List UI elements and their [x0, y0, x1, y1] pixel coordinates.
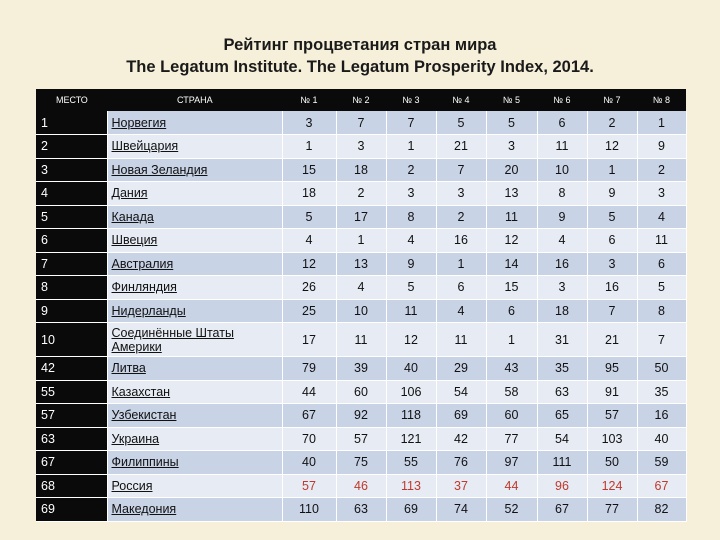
criterion-7-cell: 2	[587, 111, 637, 135]
criterion-2-cell: 92	[336, 404, 386, 428]
header-criterion-2: № 2	[336, 89, 386, 111]
criterion-1-cell: 25	[282, 299, 336, 323]
criterion-7-cell: 5	[587, 205, 637, 229]
rank-cell: 6	[36, 229, 107, 253]
criterion-1-cell: 26	[282, 276, 336, 300]
criterion-7-cell: 103	[587, 427, 637, 451]
table-row	[36, 158, 686, 182]
criterion-3-cell: 1	[386, 135, 436, 159]
criterion-8-cell: 35	[637, 380, 686, 404]
criterion-4-cell: 11	[436, 323, 486, 357]
criterion-1-cell: 70	[282, 427, 336, 451]
criterion-6-cell: 111	[537, 451, 587, 475]
criterion-6-cell: 10	[537, 158, 587, 182]
criterion-1-cell: 12	[282, 252, 336, 276]
table-row	[36, 498, 686, 522]
criterion-6-cell: 54	[537, 427, 587, 451]
criterion-8-cell: 67	[637, 474, 686, 498]
criterion-3-cell: 5	[386, 276, 436, 300]
criterion-4-cell: 76	[436, 451, 486, 475]
criterion-2-cell: 57	[336, 427, 386, 451]
criterion-5-cell: 58	[486, 380, 537, 404]
criterion-2-cell: 10	[336, 299, 386, 323]
country-link[interactable]: Норвегия	[107, 111, 282, 135]
criterion-6-cell: 31	[537, 323, 587, 357]
criterion-3-cell: 4	[386, 229, 436, 253]
criterion-1-cell: 17	[282, 323, 336, 357]
country-link[interactable]: Соединённые Штаты Америки	[107, 323, 282, 357]
table-row	[36, 357, 686, 381]
criterion-4-cell: 4	[436, 299, 486, 323]
table-row	[36, 182, 686, 206]
criterion-2-cell: 2	[336, 182, 386, 206]
country-link[interactable]: Австралия	[107, 252, 282, 276]
title-line-1: Рейтинг процветания стран мира	[223, 36, 497, 54]
criterion-8-cell: 4	[637, 205, 686, 229]
criterion-8-cell: 50	[637, 357, 686, 381]
rank-cell: 7	[36, 252, 107, 276]
criterion-1-cell: 44	[282, 380, 336, 404]
rank-cell: 67	[36, 451, 107, 475]
table-row	[36, 427, 686, 451]
criterion-8-cell: 40	[637, 427, 686, 451]
criterion-6-cell: 11	[537, 135, 587, 159]
criterion-1-cell: 110	[282, 498, 336, 522]
criterion-5-cell: 11	[486, 205, 537, 229]
criterion-7-cell: 9	[587, 182, 637, 206]
criterion-5-cell: 44	[486, 474, 537, 498]
criterion-5-cell: 77	[486, 427, 537, 451]
country-link[interactable]: Дания	[107, 182, 282, 206]
table-row	[36, 252, 686, 276]
criterion-1-cell: 67	[282, 404, 336, 428]
header-country: СТРАНА	[107, 89, 282, 111]
criterion-5-cell: 13	[486, 182, 537, 206]
criterion-1-cell: 3	[282, 111, 336, 135]
criterion-5-cell: 3	[486, 135, 537, 159]
table-row	[36, 404, 686, 428]
criterion-3-cell: 11	[386, 299, 436, 323]
criterion-6-cell: 63	[537, 380, 587, 404]
criterion-6-cell: 16	[537, 252, 587, 276]
criterion-6-cell: 3	[537, 276, 587, 300]
criterion-8-cell: 59	[637, 451, 686, 475]
criterion-4-cell: 3	[436, 182, 486, 206]
criterion-4-cell: 5	[436, 111, 486, 135]
criterion-8-cell: 16	[637, 404, 686, 428]
criterion-2-cell: 1	[336, 229, 386, 253]
criterion-1-cell: 1	[282, 135, 336, 159]
criterion-3-cell: 2	[386, 158, 436, 182]
criterion-6-cell: 6	[537, 111, 587, 135]
criterion-3-cell: 106	[386, 380, 436, 404]
criterion-7-cell: 21	[587, 323, 637, 357]
criterion-3-cell: 55	[386, 451, 436, 475]
country-link[interactable]: Канада	[107, 205, 282, 229]
criterion-2-cell: 13	[336, 252, 386, 276]
header-criterion-8: № 8	[637, 89, 686, 111]
criterion-7-cell: 91	[587, 380, 637, 404]
rank-cell: 4	[36, 182, 107, 206]
country-link[interactable]: Македония	[107, 498, 282, 522]
criterion-4-cell: 69	[436, 404, 486, 428]
criterion-3-cell: 118	[386, 404, 436, 428]
criterion-6-cell: 67	[537, 498, 587, 522]
criterion-1-cell: 5	[282, 205, 336, 229]
criterion-5-cell: 52	[486, 498, 537, 522]
criterion-8-cell: 9	[637, 135, 686, 159]
criterion-7-cell: 12	[587, 135, 637, 159]
criterion-3-cell: 3	[386, 182, 436, 206]
criterion-5-cell: 43	[486, 357, 537, 381]
criterion-8-cell: 82	[637, 498, 686, 522]
table-row	[36, 135, 686, 159]
criterion-4-cell: 54	[436, 380, 486, 404]
country-link[interactable]: Филиппины	[107, 451, 282, 475]
criterion-3-cell: 12	[386, 323, 436, 357]
criterion-7-cell: 6	[587, 229, 637, 253]
criterion-5-cell: 5	[486, 111, 537, 135]
criterion-8-cell: 8	[637, 299, 686, 323]
rank-cell: 10	[36, 323, 107, 357]
criterion-2-cell: 4	[336, 276, 386, 300]
criterion-6-cell: 18	[537, 299, 587, 323]
criterion-7-cell: 77	[587, 498, 637, 522]
rank-cell: 2	[36, 135, 107, 159]
rank-cell: 55	[36, 380, 107, 404]
criterion-7-cell: 7	[587, 299, 637, 323]
rank-cell: 63	[36, 427, 107, 451]
criterion-6-cell: 65	[537, 404, 587, 428]
country-link[interactable]: Швеция	[107, 229, 282, 253]
page-title	[0, 34, 720, 78]
rank-cell: 3	[36, 158, 107, 182]
header-criterion-7: № 7	[587, 89, 637, 111]
criterion-2-cell: 17	[336, 205, 386, 229]
criterion-2-cell: 7	[336, 111, 386, 135]
header-criterion-5: № 5	[486, 89, 537, 111]
criterion-3-cell: 7	[386, 111, 436, 135]
criterion-1-cell: 79	[282, 357, 336, 381]
criterion-7-cell: 124	[587, 474, 637, 498]
table-row	[36, 299, 686, 323]
header-rank: МЕСТО	[36, 89, 107, 111]
header-criterion-3: № 3	[386, 89, 436, 111]
criterion-6-cell: 9	[537, 205, 587, 229]
criterion-4-cell: 1	[436, 252, 486, 276]
criterion-7-cell: 16	[587, 276, 637, 300]
country-link[interactable]: Новая Зеландия	[107, 158, 282, 182]
criterion-7-cell: 3	[587, 252, 637, 276]
criterion-1-cell: 15	[282, 158, 336, 182]
criterion-7-cell: 57	[587, 404, 637, 428]
table-row	[36, 474, 686, 498]
criterion-1-cell: 4	[282, 229, 336, 253]
rank-cell: 69	[36, 498, 107, 522]
criterion-7-cell: 95	[587, 357, 637, 381]
criterion-4-cell: 29	[436, 357, 486, 381]
prosperity-table	[36, 89, 687, 522]
country-link[interactable]: Литва	[107, 357, 282, 381]
criterion-8-cell: 3	[637, 182, 686, 206]
criterion-4-cell: 42	[436, 427, 486, 451]
table-row	[36, 451, 686, 475]
table-row	[36, 111, 686, 135]
criterion-4-cell: 74	[436, 498, 486, 522]
rank-cell: 68	[36, 474, 107, 498]
criterion-2-cell: 63	[336, 498, 386, 522]
criterion-3-cell: 9	[386, 252, 436, 276]
criterion-3-cell: 121	[386, 427, 436, 451]
criterion-1-cell: 18	[282, 182, 336, 206]
table-header-row	[36, 89, 686, 111]
criterion-4-cell: 2	[436, 205, 486, 229]
criterion-2-cell: 46	[336, 474, 386, 498]
rank-cell: 57	[36, 404, 107, 428]
rank-cell: 42	[36, 357, 107, 381]
criterion-1-cell: 40	[282, 451, 336, 475]
criterion-5-cell: 12	[486, 229, 537, 253]
table-row	[36, 323, 686, 357]
criterion-4-cell: 7	[436, 158, 486, 182]
table-row	[36, 205, 686, 229]
country-link[interactable]: Швейцария	[107, 135, 282, 159]
criterion-4-cell: 6	[436, 276, 486, 300]
criterion-3-cell: 40	[386, 357, 436, 381]
criterion-3-cell: 8	[386, 205, 436, 229]
criterion-5-cell: 60	[486, 404, 537, 428]
country-link[interactable]: Казахстан	[107, 380, 282, 404]
criterion-4-cell: 16	[436, 229, 486, 253]
rank-cell: 9	[36, 299, 107, 323]
criterion-8-cell: 5	[637, 276, 686, 300]
criterion-4-cell: 21	[436, 135, 486, 159]
criterion-5-cell: 15	[486, 276, 537, 300]
criterion-5-cell: 97	[486, 451, 537, 475]
criterion-2-cell: 39	[336, 357, 386, 381]
criterion-7-cell: 1	[587, 158, 637, 182]
criterion-6-cell: 4	[537, 229, 587, 253]
header-criterion-6: № 6	[537, 89, 587, 111]
criterion-2-cell: 75	[336, 451, 386, 475]
criterion-6-cell: 35	[537, 357, 587, 381]
table-row	[36, 380, 686, 404]
criterion-6-cell: 8	[537, 182, 587, 206]
rank-cell: 5	[36, 205, 107, 229]
criterion-8-cell: 2	[637, 158, 686, 182]
criterion-5-cell: 20	[486, 158, 537, 182]
criterion-3-cell: 69	[386, 498, 436, 522]
country-link[interactable]: Нидерланды	[107, 299, 282, 323]
criterion-2-cell: 3	[336, 135, 386, 159]
country-link[interactable]: Узбекистан	[107, 404, 282, 428]
criterion-1-cell: 57	[282, 474, 336, 498]
table-row	[36, 229, 686, 253]
title-line-2: The Legatum Institute. The Legatum Prosperity Index, 2014.	[126, 58, 594, 76]
criterion-5-cell: 1	[486, 323, 537, 357]
criterion-6-cell: 96	[537, 474, 587, 498]
criterion-4-cell: 37	[436, 474, 486, 498]
country-link[interactable]: Украина	[107, 427, 282, 451]
criterion-8-cell: 6	[637, 252, 686, 276]
criterion-8-cell: 7	[637, 323, 686, 357]
table-row	[36, 276, 686, 300]
criterion-5-cell: 14	[486, 252, 537, 276]
country-link[interactable]: Россия	[107, 474, 282, 498]
header-criterion-1: № 1	[282, 89, 336, 111]
rank-cell: 8	[36, 276, 107, 300]
criterion-8-cell: 1	[637, 111, 686, 135]
criterion-7-cell: 50	[587, 451, 637, 475]
criterion-5-cell: 6	[486, 299, 537, 323]
header-criterion-4: № 4	[436, 89, 486, 111]
criterion-8-cell: 11	[637, 229, 686, 253]
country-link[interactable]: Финляндия	[107, 276, 282, 300]
criterion-3-cell: 113	[386, 474, 436, 498]
table-body	[36, 111, 686, 521]
criterion-2-cell: 11	[336, 323, 386, 357]
rank-cell: 1	[36, 111, 107, 135]
criterion-2-cell: 18	[336, 158, 386, 182]
criterion-2-cell: 60	[336, 380, 386, 404]
